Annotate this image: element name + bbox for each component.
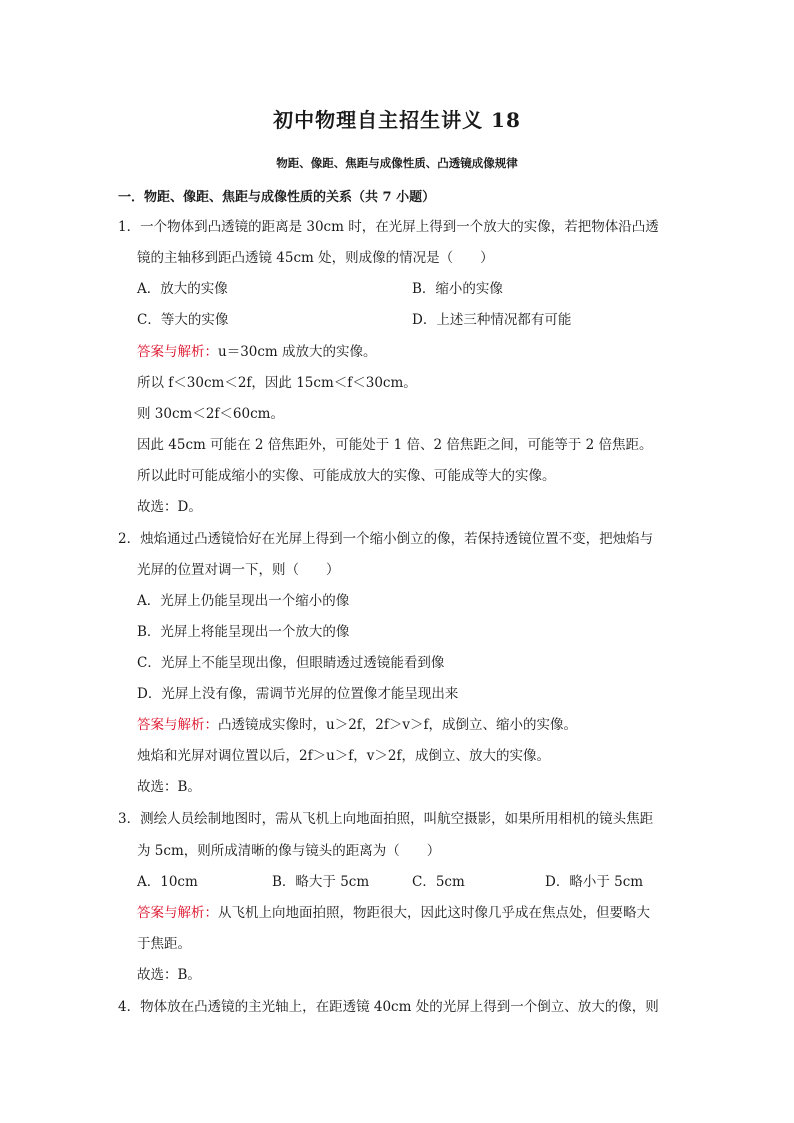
q1-stem-line1: 1．一个物体到凸透镜的距离是 30cm 时，在光屏上得到一个放大的实像，若把物体沿凸透 [118, 219, 659, 235]
q3-option-a: A．10cm [137, 874, 198, 890]
q1-choice: 故选：D。 [137, 499, 202, 515]
q2-stem-line1: 2．烛焰通过凸透镜恰好在光屏上得到一个缩小倒立的像，若保持透镜位置不变，把烛焰与 [118, 531, 654, 547]
answer-label: 答案与解析： [137, 344, 218, 360]
q3-answer-line1 [137, 904, 650, 922]
q1-option-d: D．上述三种情况都有可能 [412, 312, 572, 328]
q1-answer-line5: 所以此时可能成缩小的实像、可能成放大的实像、可能成等大的实像。 [137, 468, 556, 484]
q4-stem-line1: 4．物体放在凸透镜的主光轴上，在距透镜 40cm 处的光屏上得到一个倒立、放大的像，则 [118, 999, 659, 1015]
q1-answer-line4: 因此 45cm 可能在 2 倍焦距外，可能处于 1 倍、2 倍焦距之间，可能等于 2 倍焦距。 [137, 437, 653, 453]
section-heading: 一．物距、像距、焦距与成像性质的关系（共 7 小题） [118, 190, 436, 205]
q2-answer-line1 [137, 716, 577, 734]
q3-option-b: B．略大于 5cm [272, 874, 370, 890]
answer-label: 答案与解析： [137, 717, 218, 733]
q2-option-a: A．光屏上仍能呈现出一个缩小的像 [137, 593, 350, 609]
q3-answer-line2: 于焦距。 [137, 936, 191, 952]
q1-option-a: A．放大的实像 [137, 281, 228, 297]
q1-answer-line3: 则 30cm＜2f＜60cm。 [137, 406, 284, 422]
q1-answer-line1 [137, 343, 377, 361]
q3-choice: 故选：B。 [137, 967, 201, 983]
q3-stem-line2: 为 5cm，则所成清晰的像与镜头的距离为（ ） [137, 843, 441, 859]
q1-stem-line2: 镜的主轴移到距凸透镜 45cm 处，则成像的情况是（ ） [137, 250, 494, 266]
answer-label: 答案与解析： [137, 905, 218, 921]
q1-option-c: C．等大的实像 [137, 312, 229, 328]
q3-option-c: C．5cm [412, 874, 465, 890]
q3-answer-text: 从飞机上向地面拍照，物距很大，因此这时像几乎成在焦点处，但要略大 [218, 905, 650, 921]
q2-choice: 故选：B。 [137, 779, 201, 795]
page-title: 初中物理自主招生讲义 18 [273, 108, 521, 132]
q2-option-d: D．光屏上没有像，需调节光屏的位置像才能呈现出来 [137, 686, 459, 702]
q2-answer-text: 凸透镜成实像时，u＞2f，2f＞v＞f，成倒立、缩小的实像。 [218, 717, 577, 733]
q1-option-b: B．缩小的实像 [412, 281, 503, 297]
q2-option-c: C．光屏上不能呈现出像，但眼睛透过透镜能看到像 [137, 655, 445, 671]
q3-stem-line1: 3．测绘人员绘制地图时，需从飞机上向地面拍照，叫航空摄影，如果所用相机的镜头焦距 [118, 811, 654, 827]
page-subtitle: 物距、像距、焦距与成像性质、凸透镜成像规律 [276, 156, 518, 170]
q2-answer-line2: 烛焰和光屏对调位置以后，2f＞u＞f，v＞2f，成倒立、放大的实像。 [137, 748, 550, 764]
q2-option-b: B．光屏上将能呈现出一个放大的像 [137, 624, 350, 640]
q1-answer-line2: 所以 f＜30cm＜2f，因此 15cm＜f＜30cm。 [137, 375, 417, 391]
q2-stem-line2: 光屏的位置对调一下，则（ ） [137, 562, 340, 578]
q1-answer-text: u＝30cm 成放大的实像。 [218, 344, 377, 360]
q3-option-d: D．略小于 5cm [545, 874, 644, 890]
